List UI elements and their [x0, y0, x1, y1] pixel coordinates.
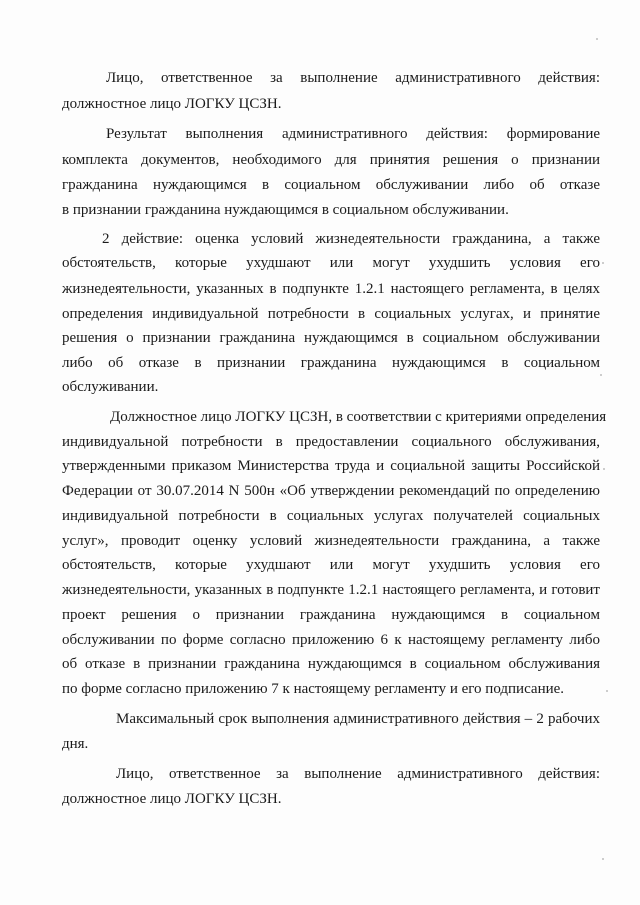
paragraph-line: должностное лицо ЛОГКУ ЦСЗН.: [62, 791, 282, 807]
paragraph-line: определения индивидуальной потребности в социальных услугах, и принятие: [62, 306, 600, 322]
paragraph-line: комплекта документов, необходимого для принятия решения о признании: [62, 152, 600, 168]
paragraph-line: гражданина нуждающимся в социальном обслуживании либо об отказе: [62, 177, 600, 193]
paragraph-line: обстоятельств, которые ухудшают или могут ухудшить условия его: [62, 255, 600, 271]
paragraph-line: Лицо, ответственное за выполнение административного действия:: [106, 70, 600, 86]
paragraph-line: дня.: [62, 736, 89, 752]
paragraph-line: обслуживании.: [62, 379, 159, 395]
paragraph-line: Максимальный срок выполнения административного действия – 2 рабочих: [116, 711, 600, 727]
scan-speck: [602, 262, 604, 264]
paragraph-line: жизнедеятельности, указанных в подпункте 1.2.1 настоящего регламента, и готовит: [62, 582, 600, 598]
scan-speck: [596, 38, 598, 40]
scan-speck: [606, 690, 608, 692]
scan-speck: [600, 374, 602, 376]
paragraph-line: жизнедеятельности, указанных в подпункте 1.2.1 настоящего регламента, в целях: [62, 281, 600, 297]
paragraph-line: Результат выполнения административного действия: формирование: [106, 126, 600, 142]
paragraph-line: по форме согласно приложению 7 к настоящему регламенту и его подписание.: [62, 681, 565, 697]
paragraph-line: в признании гражданина нуждающимся в социальном обслуживании.: [62, 202, 509, 218]
paragraph-line: должностное лицо ЛОГКУ ЦСЗН.: [62, 96, 282, 112]
paragraph-line: обслуживании по форме согласно приложению 6 к настоящему регламенту либо: [62, 632, 600, 648]
paragraph-line: утвержденными приказом Министерства труда и социальной защиты Российской: [62, 458, 600, 474]
scan-speck: [602, 858, 604, 860]
paragraph-line: обстоятельств, которые ухудшают или могут ухудшить условия его: [62, 557, 600, 573]
paragraph-line: либо об отказе в признании гражданина нуждающимся в социальном: [62, 355, 600, 371]
paragraph-line: об отказе в признании гражданина нуждающимся в социальном обслуживания: [62, 656, 600, 672]
scan-speck: [603, 468, 605, 470]
paragraph-line: Должностное лицо ЛОГКУ ЦСЗН, в соответствии с критериями определения: [110, 409, 607, 425]
paragraph-line: решения о признании гражданина нуждающимся в социальном обслуживании: [62, 330, 600, 346]
paragraph-line: проект решения о признании гражданина нуждающимся в социальном: [62, 607, 600, 623]
paragraph-line: услуг», проводит оценку условий жизнедеятельности гражданина, а также: [62, 533, 600, 549]
paragraph-line: 2 действие: оценка условий жизнедеятельности гражданина, а также: [102, 231, 600, 247]
paragraph-line: Федерации от 30.07.2014 N 500н «Об утверждении рекомендаций по определению: [62, 483, 600, 499]
paragraph-line: Лицо, ответственное за выполнение административного действия:: [116, 766, 600, 782]
paragraph-line: индивидуальной потребности в социальных услугах получателей социальных: [62, 508, 600, 524]
paragraph-line: индивидуальной потребности в предоставлении социального обслуживания,: [62, 434, 600, 450]
